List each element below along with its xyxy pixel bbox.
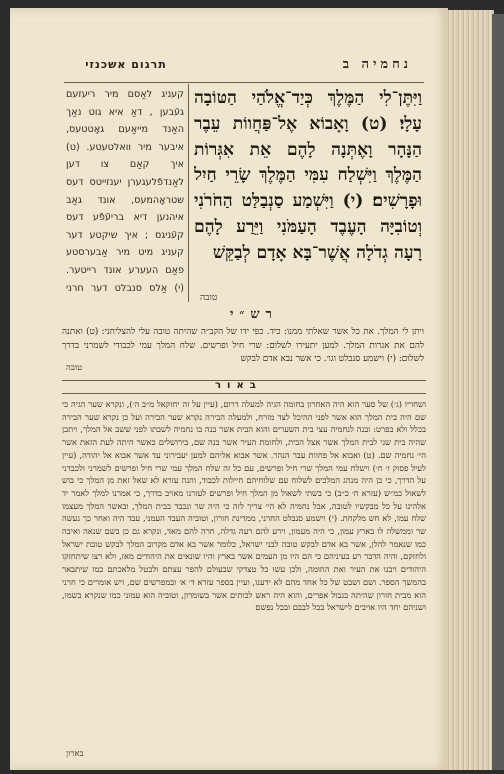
biur-commentary: ושחריו (ג׳) של סער הוא היה האחרון בחומה הגיה למעלה דרום, (עיין על זה יחזקאל מ״ב ה׳), ונקרא שער הגיה כי שם היה בית המלך הוא אשר לפני ההיכל לצד מזרח, ולמעלה הבירה נקרא שער הבירה ועל כן נקרא שער הבירה בכלל ולא בפרט: ובנה לנחמיה עצי בית השערים והוא הבית אשר בנה בו נחמיה לשבתו לפני ששב אל המלך, ויתכן שהיה בית שני לבית המלך אשר אצל הבית, ולחומת העיר אשר בנה שם, בירושלים כאשר היתה לעת הזאת אשר הי׳ נחמיה שם. (ט) ואבוא אל פחוות עבר הנהר. אשר אבוא אליהם למען יעבירוני עד אשר אבוא אל יהודה, (עיין לעיל פסוק ז׳ ח׳) וישלח עמי המלך שרי חיל ופרשים, עם כל זה שלח המלך עמי שרי חיל ופרשים לשמרני ולכבדני על הדרך, כי כן היה מנהג המלכים לשלוח עם שלוחיהם חיילות לכבוד, והנה עזרא לא שאל זאת מן המלך כי בוש לשאול כמ״ש (עזרא ח׳ כ״ב) כי בשתי לשאול מן המלך חיל ופרשים לעזרנו מאויב בדרך, כי אמרנו למלך לאמר יד אלהינו על כל מבקשיו לטובה, אבל נחמיה לא הי׳ צריך לזה כי היה שר ונכבד בבית המלך, ובאשר המלך מעצמו שלח עמו, לא חש מלקחת. (י) וישמע סנבלט החרני, ממדינת חורון, וטוביה העבד העמני, עבד היה ואחר כך נעשה שר וממשלה לו בארץ עמון, כי היה מעמון, וירע להם רעה גדלה, חרה להם מאד, ונקרא גם כן בשם שנאה ואיבה כמו שנאמר להלן, אשר בא אדם לבקש טובה לבני ישראל, כלומר אשר בא אדם מקרוב המלך לבקש טובת ישראל ולחזקם, והיה הדבר רע בעיניהם כי הם היו מן העמים אשר בארץ והיו שונאים את היהודים מאז, ולא רצו שיתחזקו היהודים ויבנו את העיר ואת החומה, ולכן עשו כל טצדקי שבעולם להפר עצתם ולבטל מלאכתם כמו שיתבאר בהמשך הספר. ושם ושבט של כל אחד מהם לא ידענו, ועיין בספר עזרא ד׳ א׳ ובמפרשים שם, ויש אומרים כי חרני הוא מבית חורון שהיתה בגבול אפרים, והוא היה ראש לכותים אשר בשומרון, וטוביה הוא עמוני כמו שנקרא בשמו, ושניהם יחד היו אויבים לישראל בכל לבבם ובכל נפשם (62, 399, 426, 613)
translation-column: קעניג לאַסם מיר ריעזעם געֿבען , דאַ איא גוט נאַך האַנד מייאַעם גאָטטעס, איבער מיר וואלטעטע. (ט) איך קאַם צו דען לאַנדפֿלעגערן יענזייטס דעס שטראָהמעס, אונד גאַב איהנען דיא בריעֿפֿע דעס קעֿניגס ; איך שיקטע דער קעניג מיט מיר אַבערסטע פאַם העערע אונד רייטער. (י) אַלס סנבלט דער חרני (66, 89, 184, 294)
catchword-scripture: טובה (200, 293, 218, 303)
rashi-commentary: ויתן לי המלך. את כל אשר שאלתי ממנו: כיד. כפי ידו של הקב״ה שהיתה טובה עלי להצליחני: (ט) ואתנה להם את אגרות המלך. למען יתעירו לשלום: שרי חיל ופרשים. שלח המלך עמי לכבודי לשמרני בדרך לשלום: (י) וישמע סנבלט וגו׳. כי אשר נבא אדם לבקש (62, 327, 424, 365)
binding-shadow (492, 14, 504, 770)
scripture-text: וַיִּתֶּן־לִי הַמֶּלֶךְ כְּיַד־אֱלֹהַי הַטּוֹבָה עָלָי׃ (ט) וָאָבוֹא אֶל־פַּחֲווֹת עֵבֶר הַנָּהָר וָאֶתְּנָה לָהֶם אֵת אִגְּרוֹת הַמֶּלֶךְ וַיִּשְׁלַח עִמִּי הַמֶּלֶךְ שָׂרֵי חַיִל וּפָרָשִׁים׃ (י) וַיִּשְׁמַע סַנְבַלַּט הַחֹרֹנִי וְטוֹבִיָּה הָעֶבֶד הָעַמֹּנִי וַיֵּרַע לָהֶם רָעָה גְדֹלָה אֲשֶׁר־בָּא אָדָם לְבַקֵּשׁ (194, 88, 422, 263)
header-translation-title: תרגום אשכנזי (85, 58, 167, 71)
rashi-heading: רש״י (230, 307, 278, 322)
catchword-rashi: טובה (66, 363, 83, 373)
running-header (64, 56, 424, 83)
catchword-biur: בארון (66, 749, 84, 759)
header-book-chapter: נחמיה ב (342, 57, 412, 72)
column-divider (188, 84, 189, 302)
page-edges (446, 10, 494, 770)
biur-heading: באור (215, 380, 262, 391)
